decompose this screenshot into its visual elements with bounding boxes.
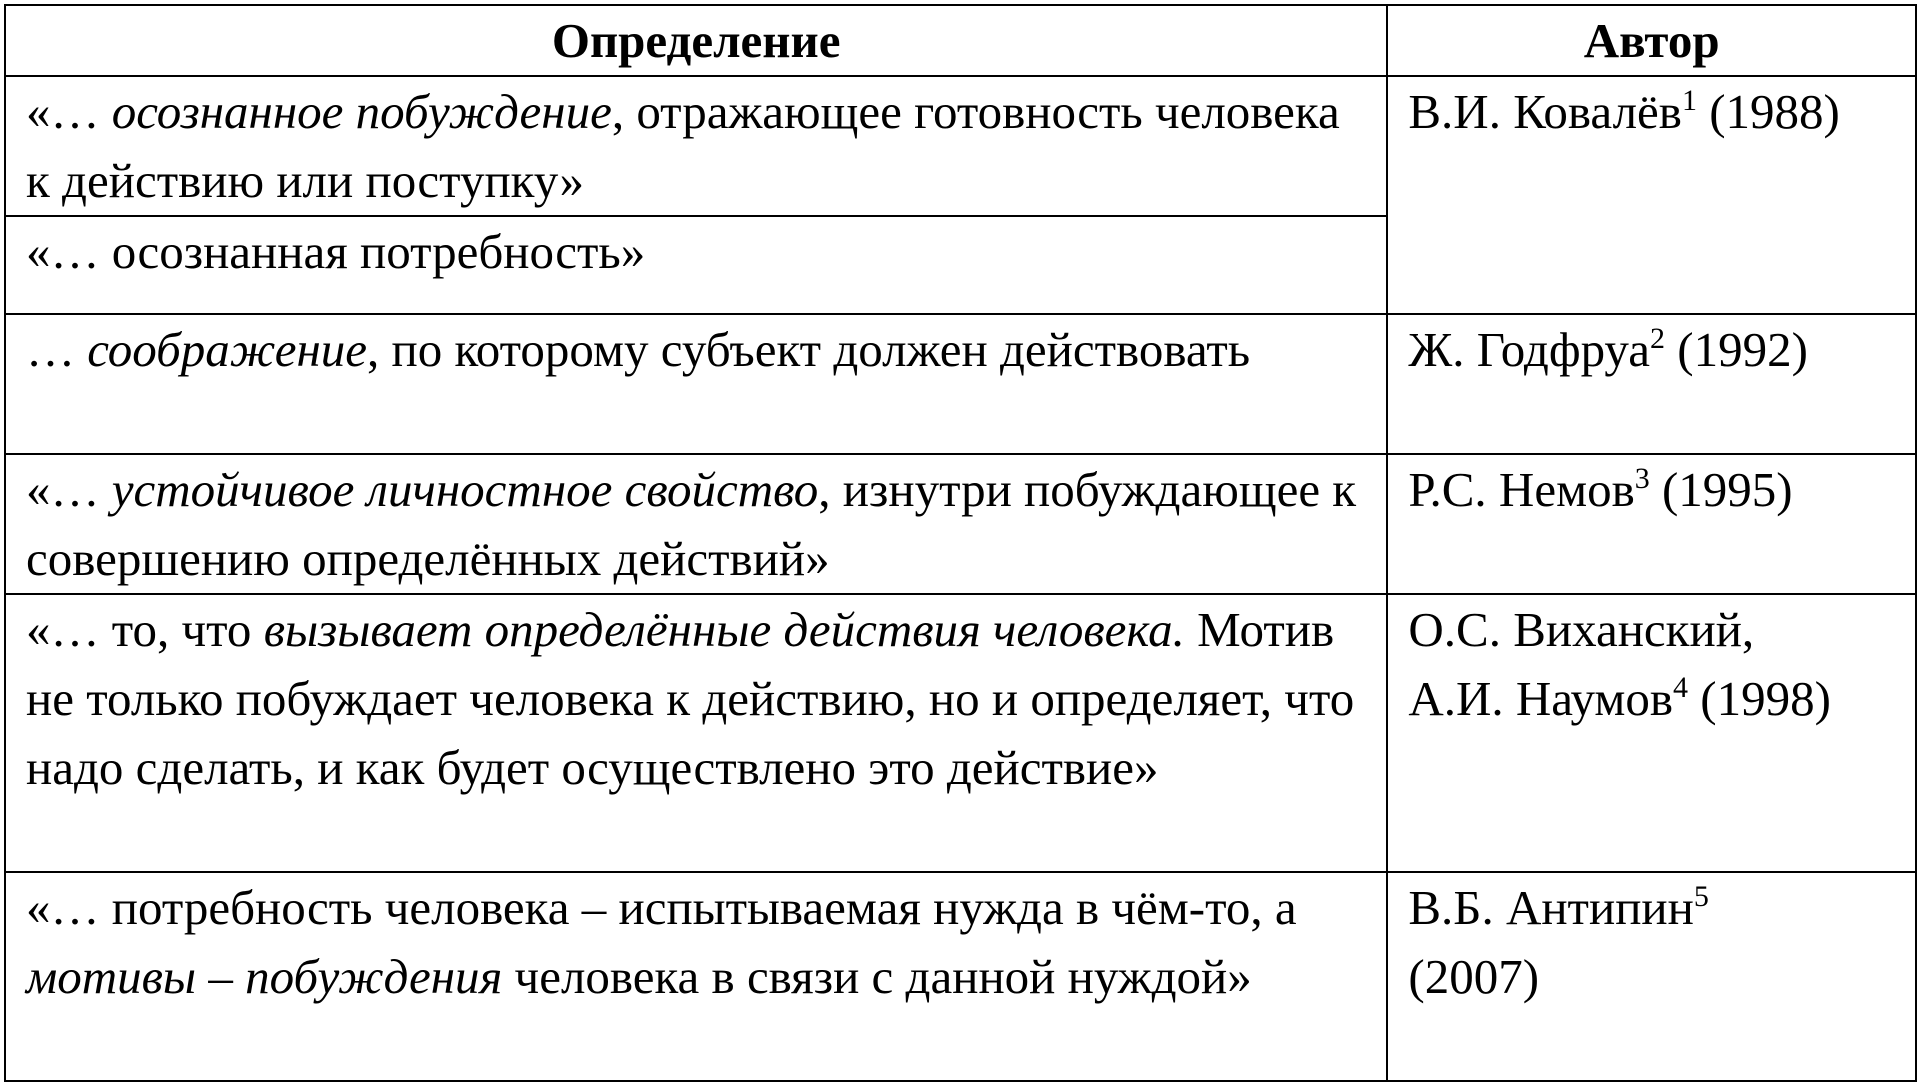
author-year: (1988) [1696,84,1840,139]
header-row [5,5,1916,76]
definition-text: «… [26,462,112,517]
definition-text: «… то, что [26,602,264,657]
author-year: (1992) [1665,322,1808,377]
definition-cell [5,314,1387,454]
definition-text: , изнутри побуждающее к совершению определённых действий» [26,462,1357,586]
definition-cell [5,76,1387,216]
author-cell [1387,872,1916,1081]
definition-cell [5,216,1387,314]
definition-italic: устойчивое личностное свойство [111,462,819,517]
definition-italic: вызывает определённые действия человека. [263,602,1185,657]
author-name: О.С. Виханский, [1408,602,1755,657]
definition-cell [5,454,1387,594]
author-year: (1995) [1649,462,1793,517]
table-row [5,76,1916,216]
author-cell [1387,76,1916,314]
author-cell [1387,314,1916,454]
table-row [5,872,1916,1081]
footnote-marker: 1 [1681,84,1697,117]
definition-text: Мотив не только побуждает человека к действию, но и определяет, что надо сделать, и как будет осуществлено это действие» [26,602,1355,795]
definitions-table [4,4,1917,1082]
author-name: Ж. Годфруа [1408,322,1651,377]
footnote-marker: 2 [1650,322,1666,355]
definition-text: , отражающее готовность человека к действию или поступку» [26,84,1340,208]
definition-cell [5,872,1387,1081]
definition-italic: соображение [87,322,368,377]
author-cell [1387,594,1916,872]
footnote-marker: 5 [1693,880,1709,913]
author-name: В.Б. Антипин [1408,880,1694,935]
definition-text: «… [26,84,112,139]
footnote-marker: 3 [1634,462,1650,495]
definition-text: человека в связи с данной нуждой» [502,949,1252,1004]
author-name: В.И. Ковалёв [1408,84,1682,139]
definition-text: , по которому субъект должен действовать [367,322,1251,377]
definition-text: «… осознанная потребность» [26,224,646,279]
definition-cell [5,594,1387,872]
table-row [5,454,1916,594]
author-year: (1998) [1688,671,1831,726]
author-cell [1387,454,1916,594]
author-name: Р.С. Немов [1408,462,1635,517]
footnote-marker: 4 [1673,671,1689,704]
table-row [5,314,1916,454]
definition-text: «… потребность человека – испытываемая нужда в чём-то, а [26,880,1297,935]
definition-italic: осознанное побуждение [111,84,612,139]
header-author: Автор [1387,5,1916,76]
definition-text: … [26,322,88,377]
header-definition: Определение [5,5,1387,76]
author-year: (2007) [1408,949,1540,1004]
author-name: А.И. Наумов [1408,671,1674,726]
table-row [5,594,1916,872]
definition-italic: мотивы – побуждения [26,949,503,1004]
